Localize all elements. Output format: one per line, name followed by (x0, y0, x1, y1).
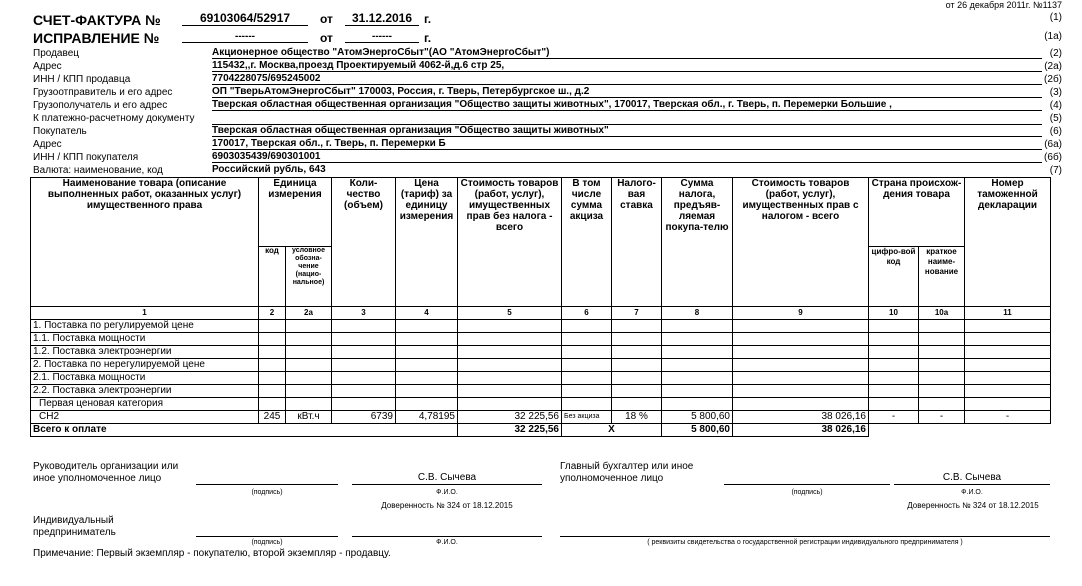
head-fio-caption: Ф.И.О. (436, 489, 458, 496)
entrepreneur-name-line (352, 536, 542, 537)
item-customs: - (965, 411, 1051, 424)
head-power-of-attorney: Доверенность № 324 от 18.12.2015 (381, 501, 513, 510)
header-tax-rate: Налого-вая ставка (612, 178, 662, 307)
item-tax-rate: 18 % (612, 411, 662, 424)
field-code-buyer-address: (6а) (1044, 139, 1062, 150)
field-code-consignee: (4) (1049, 100, 1062, 111)
header-price: Цена (тариф) за единицу измерения (396, 178, 458, 307)
field-value-buyer: Тверская областная общественная организация "Общество защиты животных" (212, 125, 1042, 137)
col-number-11: 11 (965, 307, 1051, 320)
table-row (31, 372, 1051, 385)
col-number-10a: 10а (919, 307, 965, 320)
header-cost-no-tax: Стоимость товаров (работ, услуг), имущественных прав без налога - всего (458, 178, 562, 307)
field-label-buyer: Покупатель (33, 126, 87, 137)
accountant-sign-caption: (подпись) (791, 489, 823, 496)
head-label-line-2: иное уполномоченное лицо (33, 473, 162, 484)
col-number-10: 10 (869, 307, 919, 320)
correction-number: ------ (182, 31, 308, 43)
table-row (31, 411, 1051, 424)
col-number-4: 4 (396, 307, 458, 320)
field-value-buyer-inn: 6903035439/690301001 (212, 151, 1042, 163)
invoice-year-suffix: г. (424, 12, 432, 26)
field-value-seller-inn: 7704228075/695245002 (212, 73, 1042, 85)
total-cost-no-tax: 32 225,56 (458, 424, 562, 437)
section-row-label: Первая ценовая категория (31, 398, 259, 411)
header-unit: Единица измерения (259, 178, 332, 247)
field-value-seller: Акционерное общество "АтомЭнергоСбыт"(АО "АтомЭнергоСбыт") (212, 47, 1042, 59)
col-number-2: 2 (259, 307, 286, 320)
entrepreneur-label-line-2: предприниматель (33, 527, 116, 538)
section-row-label: 2.2. Поставка электроэнергии (31, 385, 259, 398)
table-row (31, 333, 1051, 346)
table-row (31, 359, 1051, 372)
accountant-name: С.В. Сычева (942, 472, 1002, 483)
header-country-name: краткое наиме-нование (919, 247, 965, 307)
entrepreneur-sign-caption: (подпись) (251, 539, 283, 546)
header-excise: В том числе сумма акциза (562, 178, 612, 307)
footnote: Примечание: Первый экземпляр - покупателю, второй экземпляр - продавцу. (33, 548, 391, 559)
invoice-number: 69103064/52917 (182, 11, 308, 26)
header-unit-name: условное обозна-чение (нацио-нальное) (286, 247, 332, 307)
correction-from-label: от (320, 31, 333, 45)
entrepreneur-requisites-caption: ( реквизиты свидетельства о государственной регистрации индивидуального предпринимателя ) (647, 539, 963, 546)
item-cost-with-tax: 38 026,16 (733, 411, 869, 424)
item-unit-name: кВт.ч (286, 411, 332, 424)
invoice-code: (1) (1049, 12, 1062, 23)
field-code-shipper: (3) (1049, 87, 1062, 98)
section-row-label: 1. Поставка по регулируемой цене (31, 320, 259, 333)
entrepreneur-fio-caption: Ф.И.О. (436, 539, 458, 546)
total-label: Всего к оплате (31, 424, 458, 437)
accountant-signature-line[interactable] (724, 484, 890, 485)
invoice-date: 31.12.2016 (345, 11, 419, 26)
accountant-label-line-1: Главный бухгалтер или иное (560, 461, 694, 472)
head-name: С.В. Сычева (417, 472, 477, 483)
entrepreneur-requisites-line (560, 536, 1050, 537)
table-row (31, 398, 1051, 411)
total-cost-with-tax: 38 026,16 (733, 424, 869, 437)
correction-year-suffix: г. (424, 31, 432, 45)
header-unit-code: код (259, 247, 286, 307)
head-name-line (352, 484, 542, 485)
field-label-currency: Валюта: наименование, код (33, 165, 163, 176)
accountant-power-of-attorney: Доверенность № 324 от 18.12.2015 (907, 501, 1039, 510)
correction-title: ИСПРАВЛЕНИЕ № (33, 30, 160, 46)
col-number-6: 6 (562, 307, 612, 320)
field-value-currency: Российский рубль, 643 (212, 164, 326, 175)
entrepreneur-label-line-1: Индивидуальный (33, 515, 114, 526)
total-mark: X (562, 424, 662, 437)
header-tax-sum: Сумма налога, предъяв-ляемая покупа-телю (662, 178, 733, 307)
correction-date: ------ (345, 31, 419, 43)
header-cost-with-tax: Стоимость товаров (работ, услуг), имущественных прав с налогом - всего (733, 178, 869, 307)
col-number-7: 7 (612, 307, 662, 320)
field-code-buyer-inn: (6б) (1044, 152, 1062, 163)
correction-code: (1а) (1044, 31, 1062, 42)
section-row-label: 2. Поставка по нерегулируемой цене (31, 359, 259, 372)
head-label-line-1: Руководитель организации или (33, 461, 179, 472)
item-country-name: - (919, 411, 965, 424)
field-value-consignee: Тверская областная общественная организация "Общество защиты животных", 170017, Тверская обл., г. Тверь, п. Перемерки Большие , (212, 99, 1042, 111)
field-label-seller-inn: ИНН / КПП продавца (33, 74, 131, 85)
item-excise: Без акциза (562, 411, 612, 424)
col-number-2a: 2а (286, 307, 332, 320)
table-row (31, 385, 1051, 398)
field-code-seller-inn: (2б) (1044, 74, 1062, 85)
item-quantity: 6739 (332, 411, 396, 424)
table-row (31, 346, 1051, 359)
invoice-from-label: от (320, 12, 333, 26)
field-label-shipper: Грузоотправитель и его адрес (33, 87, 173, 98)
col-number-5: 5 (458, 307, 562, 320)
field-label-buyer-inn: ИНН / КПП покупателя (33, 152, 139, 163)
col-number-3: 3 (332, 307, 396, 320)
item-price: 4,78195 (396, 411, 458, 424)
table-row (31, 320, 1051, 333)
col-number-1: 1 (31, 307, 259, 320)
field-label-consignee: Грузополучатель и его адрес (33, 100, 168, 111)
col-number-8: 8 (662, 307, 733, 320)
section-row-label: 1.1. Поставка мощности (31, 333, 259, 346)
field-value-seller-address: 115432,,г. Москва,проезд Проектируемый 4062-й,д.6 стр 25, (212, 60, 1042, 72)
total-row (31, 424, 1051, 437)
header-country-code: цифро-вой код (869, 247, 919, 307)
entrepreneur-signature-line[interactable] (196, 536, 338, 537)
accountant-name-line (894, 484, 1050, 485)
item-country-code: - (869, 411, 919, 424)
head-signature-line[interactable] (196, 484, 338, 485)
field-label-buyer-address: Адрес (33, 139, 62, 150)
field-code-buyer: (6) (1049, 126, 1062, 137)
invoice-items-table (30, 177, 1051, 437)
field-label-seller-address: Адрес (33, 61, 62, 72)
accountant-label-line-2: уполномоченное лицо (560, 473, 664, 484)
header-product-name: Наименование товара (описание выполненных работ, оказанных услуг) имущественного права (31, 178, 259, 307)
form-reference-note: от 26 декабря 2011г. №1137 (945, 0, 1062, 10)
header-quantity: Коли-чество (объем) (332, 178, 396, 307)
field-code-payment-doc: (5) (1049, 113, 1062, 124)
section-row-label: 1.2. Поставка электроэнергии (31, 346, 259, 359)
field-code-seller: (2) (1049, 48, 1062, 59)
field-value-payment-doc (212, 112, 1042, 125)
invoice-title: СЧЕТ-ФАКТУРА № (33, 12, 161, 28)
total-tax-sum: 5 800,60 (662, 424, 733, 437)
field-code-currency: (7) (1049, 165, 1062, 176)
head-sign-caption: (подпись) (251, 489, 283, 496)
section-row-label: 2.1. Поставка мощности (31, 372, 259, 385)
field-value-shipper: ОП "ТверьАтомЭнергоСбыт" 170003, Россия, г. Тверь, Петербургское ш., д.2 (212, 86, 1042, 98)
header-country: Страна происхож-дения товара (869, 178, 965, 247)
field-label-payment-doc: К платежно-расчетному документу (33, 113, 195, 124)
field-code-seller-address: (2а) (1044, 61, 1062, 72)
item-unit-code: 245 (259, 411, 286, 424)
item-tax-sum: 5 800,60 (662, 411, 733, 424)
header-customs: Номер таможенной декларации (965, 178, 1051, 307)
field-label-seller: Продавец (33, 48, 79, 59)
item-cost-no-tax: 32 225,56 (458, 411, 562, 424)
item-name: СН2 (31, 411, 259, 424)
field-value-buyer-address: 170017, Тверская обл., г. Тверь, п. Перемерки Б (212, 138, 1042, 150)
accountant-fio-caption: Ф.И.О. (961, 489, 983, 496)
col-number-9: 9 (733, 307, 869, 320)
